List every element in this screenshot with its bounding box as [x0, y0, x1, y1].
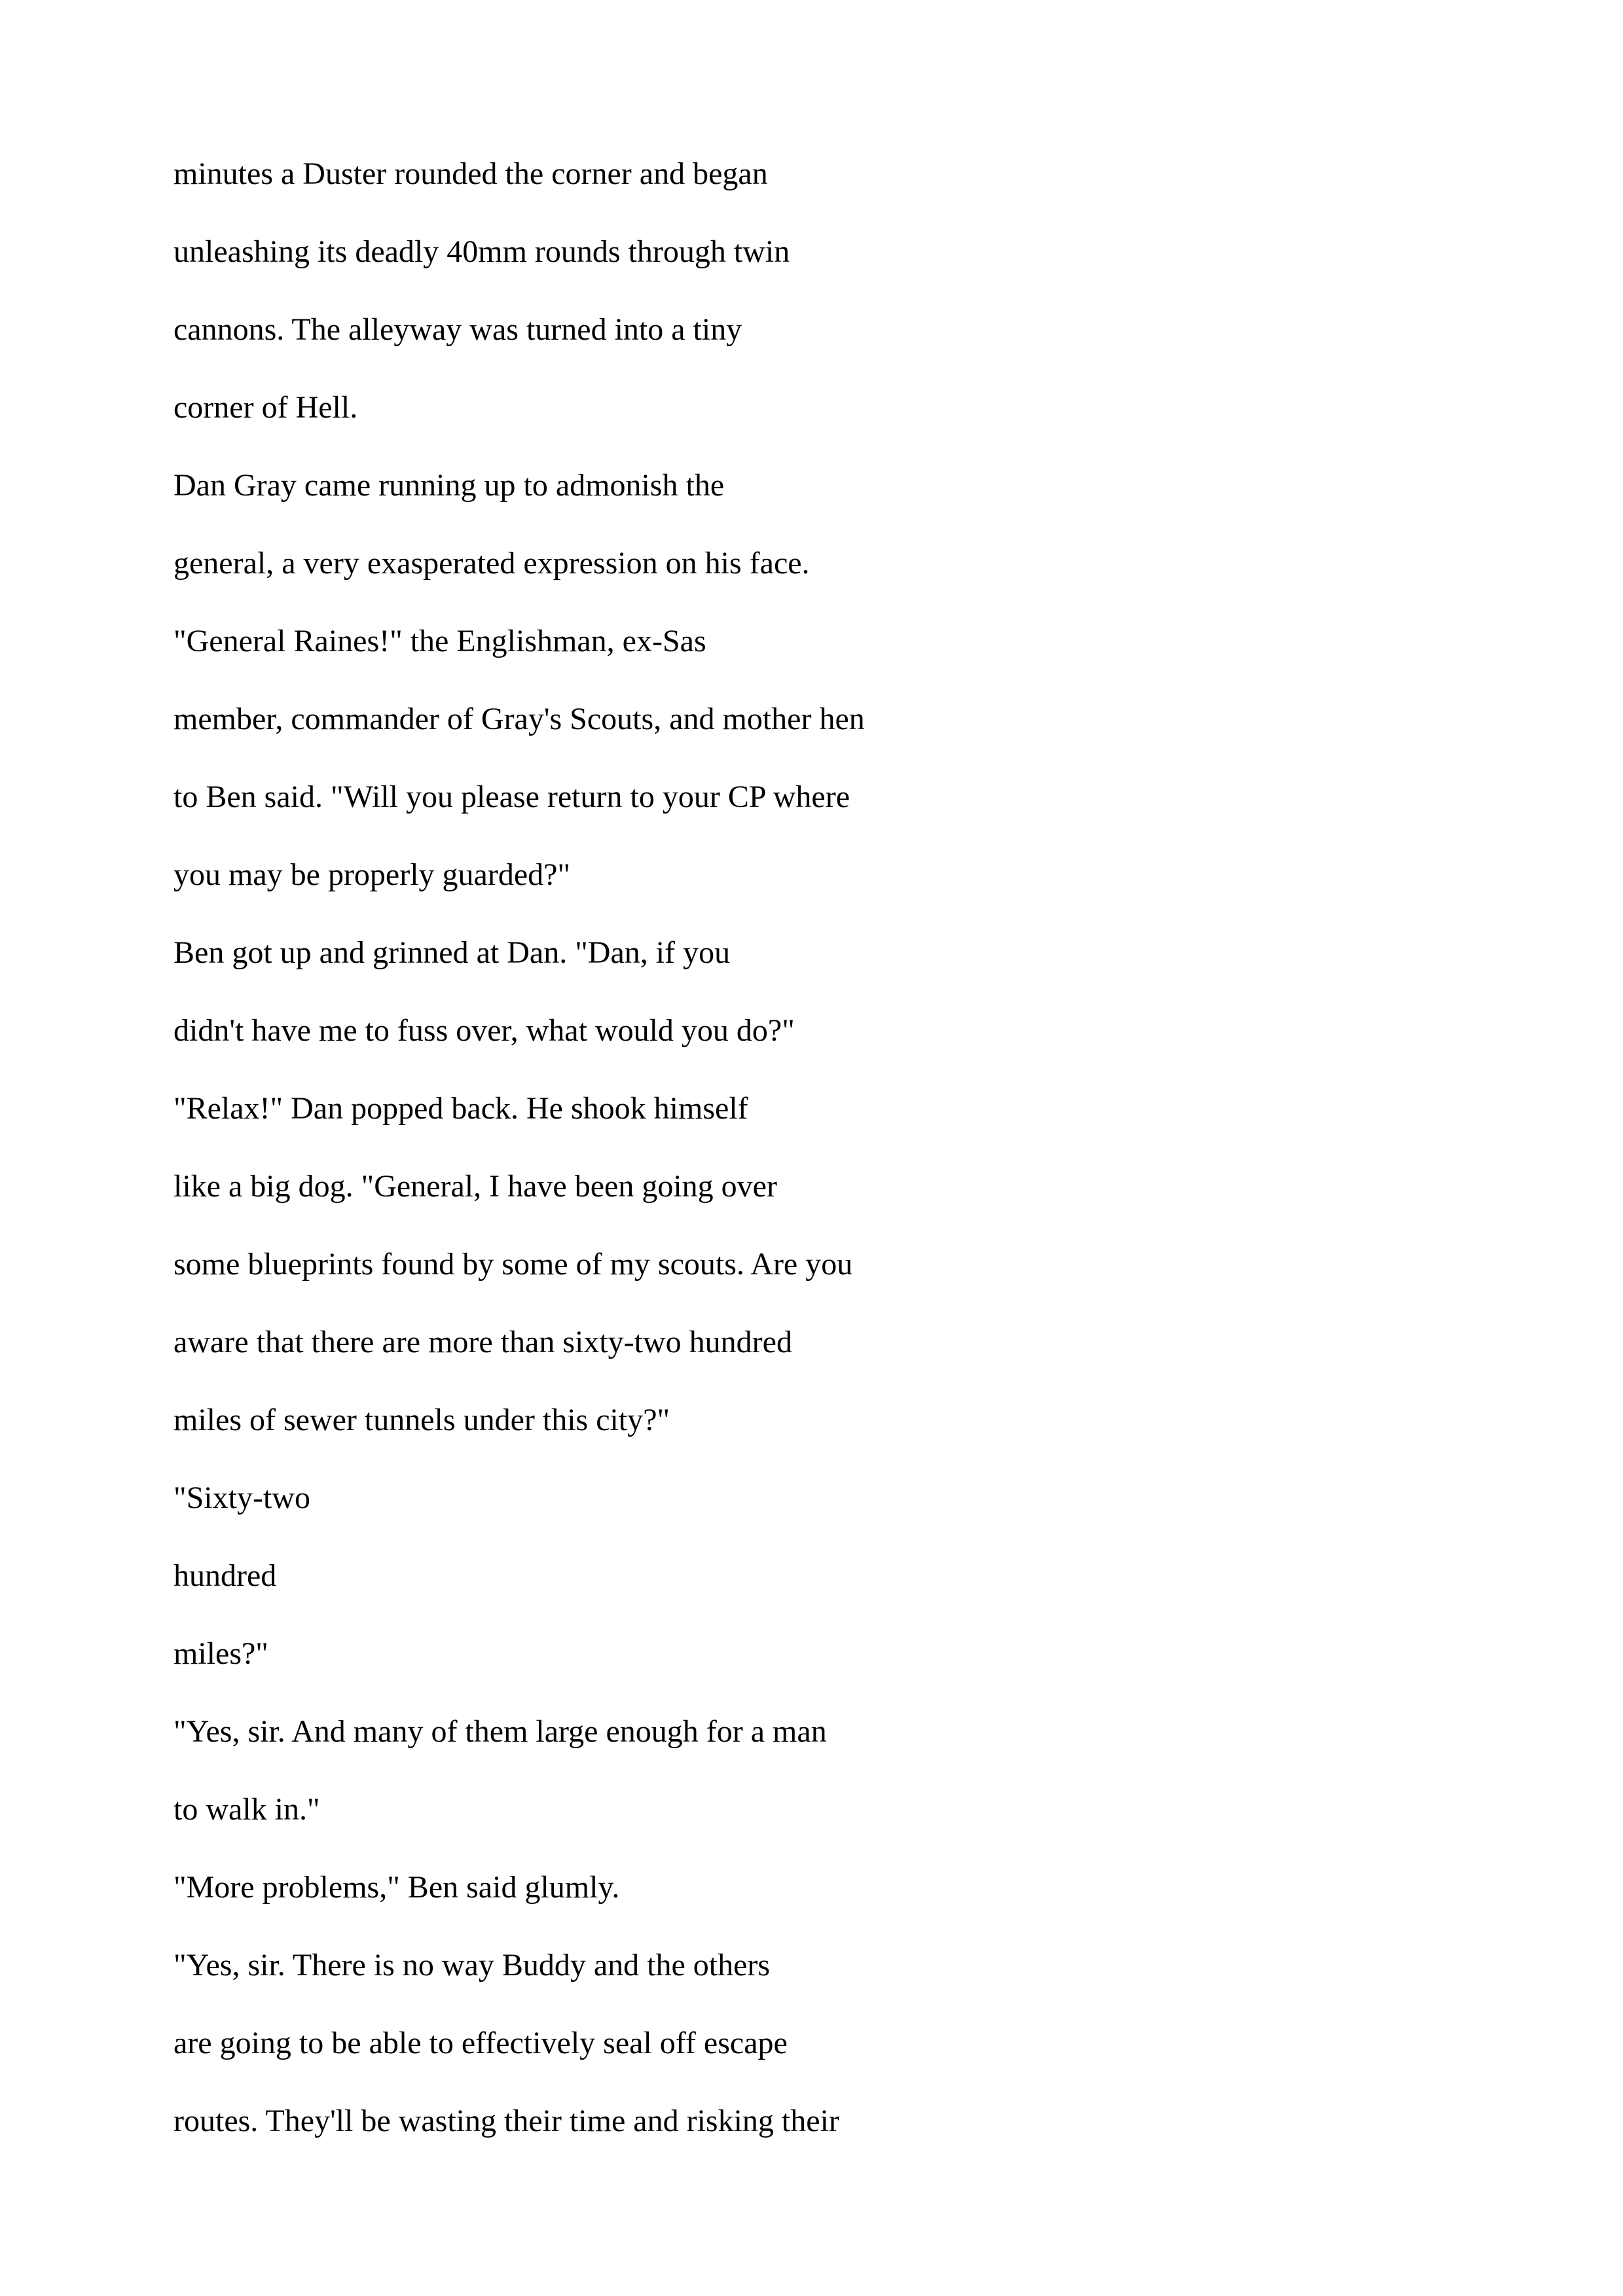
text-line: hundred [173, 1558, 277, 1593]
text-line: you may be properly guarded?" [173, 857, 571, 892]
text-line: minutes a Duster rounded the corner and began [173, 156, 768, 191]
text-line: Dan Gray came running up to admonish the [173, 468, 725, 503]
text-line: Ben got up and grinned at Dan. "Dan, if you [173, 935, 731, 970]
text-line: didn't have me to fuss over, what would you do?" [173, 1013, 795, 1048]
text-line: corner of Hell. [173, 390, 358, 425]
text-line: "Yes, sir. There is no way Buddy and the others [173, 1948, 771, 1982]
text-line: "General Raines!" the Englishman, ex-Sas [173, 624, 706, 658]
text-line: "Relax!" Dan popped back. He shook himself [173, 1091, 748, 1126]
text-line: "More problems," Ben said glumly. [173, 1870, 620, 1905]
text-line: miles of sewer tunnels under this city?" [173, 1403, 670, 1437]
text-line: to Ben said. "Will you please return to your CP where [173, 780, 850, 814]
text-line: member, commander of Gray's Scouts, and mother hen [173, 702, 865, 736]
text-line: "Yes, sir. And many of them large enough for a man [173, 1714, 827, 1749]
text-line: are going to be able to effectively seal off escape [173, 2026, 788, 2060]
text-line: miles?" [173, 1636, 268, 1671]
text-line: general, a very exasperated expression on his face. [173, 546, 810, 581]
text-line: some blueprints found by some of my scouts. Are you [173, 1247, 853, 1282]
text-line: like a big dog. "General, I have been going over [173, 1169, 777, 1204]
text-line: routes. They'll be wasting their time and risking their [173, 2104, 839, 2138]
text-line: to walk in." [173, 1792, 320, 1827]
text-line: unleashing its deadly 40mm rounds through twin [173, 234, 790, 269]
text-line: cannons. The alleyway was turned into a tiny [173, 312, 742, 347]
text-line: "Sixty-two [173, 1480, 310, 1515]
text-line: aware that there are more than sixty-two hundred [173, 1325, 792, 1359]
